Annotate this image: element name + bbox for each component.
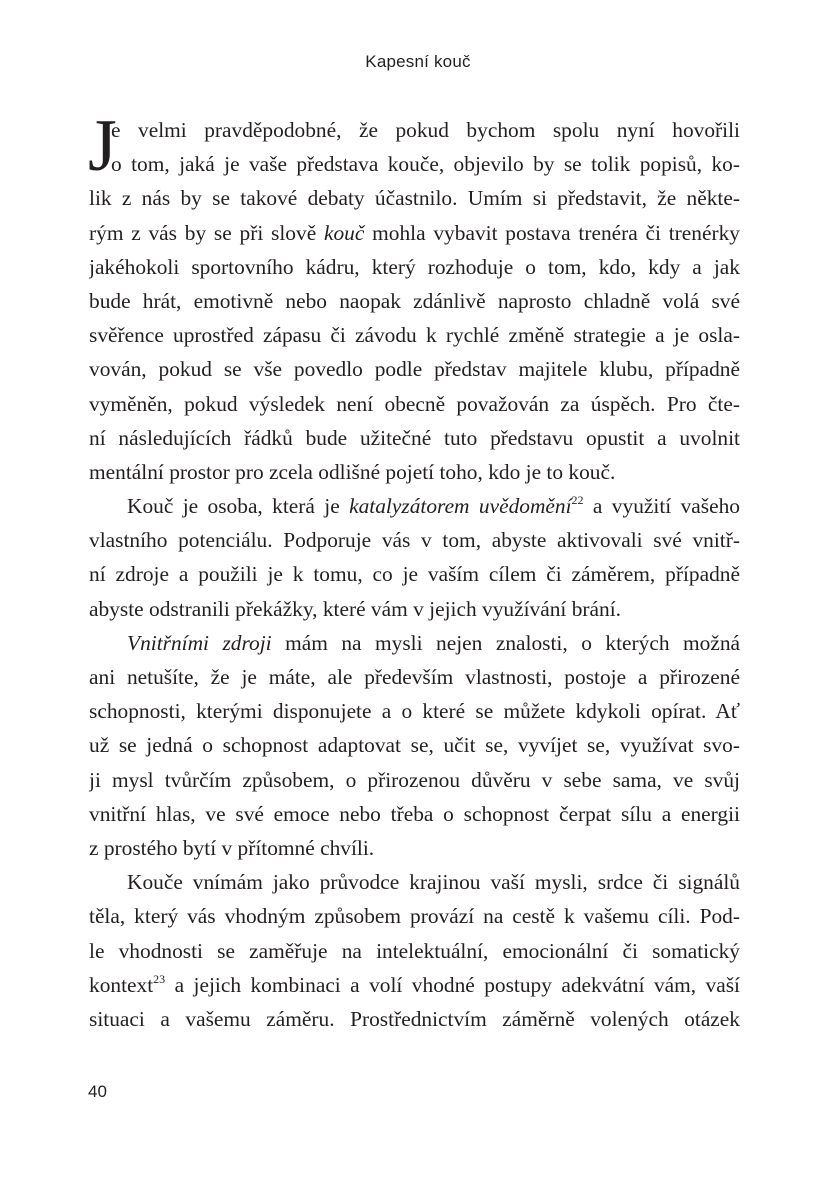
text-line: schopnosti, kterými disponujete a o které se můžete kdykoli opírat. Ať — [89, 699, 740, 724]
running-title: Kapesní kouč — [365, 52, 471, 71]
text-run: mám na mysli nejen znalosti, o kterých možná — [271, 630, 740, 655]
text-line: vován, pokud se vše povedlo podle představ majitele klubu, případně — [89, 357, 740, 382]
footnote-ref: 22 — [571, 493, 584, 508]
text-line: mentální prostor pro zcela odlišné pojetí toho, kdo je to kouč. — [89, 459, 616, 484]
text-line: abyste odstranili překážky, které vám v jejich využívání brání. — [89, 596, 622, 621]
text-line — [89, 489, 740, 523]
text-run: Kouč je osoba, která je — [127, 494, 350, 519]
text-line: z prostého bytí v přítomné chvíli. — [89, 835, 375, 860]
paragraph-2 — [89, 489, 740, 626]
text-line: vnitřní hlas, ve své emoce nebo třeba o schopnost čerpat sílu a energii — [89, 801, 740, 826]
text-line: ji mysl tvůrčím způsobem, o přirozenou důvěru v sebe sama, ve svůj — [89, 767, 740, 792]
text-run: a využití vašeho — [583, 494, 740, 519]
page-number: 40 — [88, 1082, 107, 1101]
text-line: už se jedná o schopnost adaptovat se, učit se, vyvíjet se, využívat svo- — [89, 733, 740, 758]
text-line — [89, 626, 740, 660]
text-line — [89, 216, 740, 250]
text-line: ani netušíte, že je máte, ale především vlastnosti, postoje a přirozené — [89, 665, 740, 689]
text-line: jakéhokoli sportovního kádru, který rozhoduje o tom, kdo, kdy a jak — [89, 254, 740, 279]
italic-term: kouč — [323, 220, 365, 245]
text-line: lik z nás by se takové debaty účastnilo. Umím si představit, že někte- — [89, 186, 740, 211]
paragraph-3 — [89, 626, 740, 865]
text-line: ní následujících řádků bude užitečné tuto představu opustit a uvolnit — [89, 425, 740, 450]
text-line — [89, 968, 740, 1002]
footnote-ref: 23 — [153, 971, 166, 986]
paragraph-1 — [88, 105, 740, 489]
text-line: Kouče vnímám jako průvodce krajinou vaší mysli, srdce či signálů — [127, 870, 740, 895]
body-text — [88, 105, 740, 1036]
text-line: o tom, jaká je vaše představa kouče, objevilo by se tolik popisů, ko- — [111, 152, 740, 177]
text-line: le vhodnosti se zaměřuje na intelektuální, emocionální či somatický — [89, 938, 740, 963]
text-run: a jejich kombinaci a volí vhodné postupy adekvátní vám, vaší — [165, 972, 740, 997]
text-run: mohla vybavit postava trenéra či trenérky — [364, 220, 740, 245]
paragraph-4 — [89, 865, 740, 1036]
text-line: bude hrát, emotivně nebo naopak zdánlivě naprosto chladně volá své — [89, 288, 740, 313]
text-line: e velmi pravděpodobné, že pokud bychom spolu nyní hovořili — [111, 118, 740, 142]
text-run: rým z vás by se při slově — [89, 220, 324, 245]
text-line: vlastního potenciálu. Podporuje vás v tom, abyste aktivovali své vnitř- — [89, 528, 740, 553]
text-line: vyměněn, pokud výsledek není obecně považován za úspěch. Pro čte- — [89, 391, 740, 416]
text-line: situaci a vašemu záměru. Prostřednictvím záměrně volených otázek — [89, 1006, 740, 1031]
text-line: svěřence uprostřed zápasu či závodu k rychlé změně strategie a je osla- — [89, 323, 740, 348]
text-run: kontext — [89, 972, 154, 997]
italic-term: katalyzátorem uvědomění — [349, 494, 572, 519]
drop-cap: J — [88, 105, 117, 187]
text-line: těla, který vás vhodným způsobem provází na cestě k vašemu cíli. Pod- — [89, 904, 740, 929]
text-line: ní zdroje a použili je k tomu, co je vaším cílem či záměrem, případně — [89, 562, 740, 587]
italic-term: Vnitřními zdroji — [127, 630, 272, 655]
